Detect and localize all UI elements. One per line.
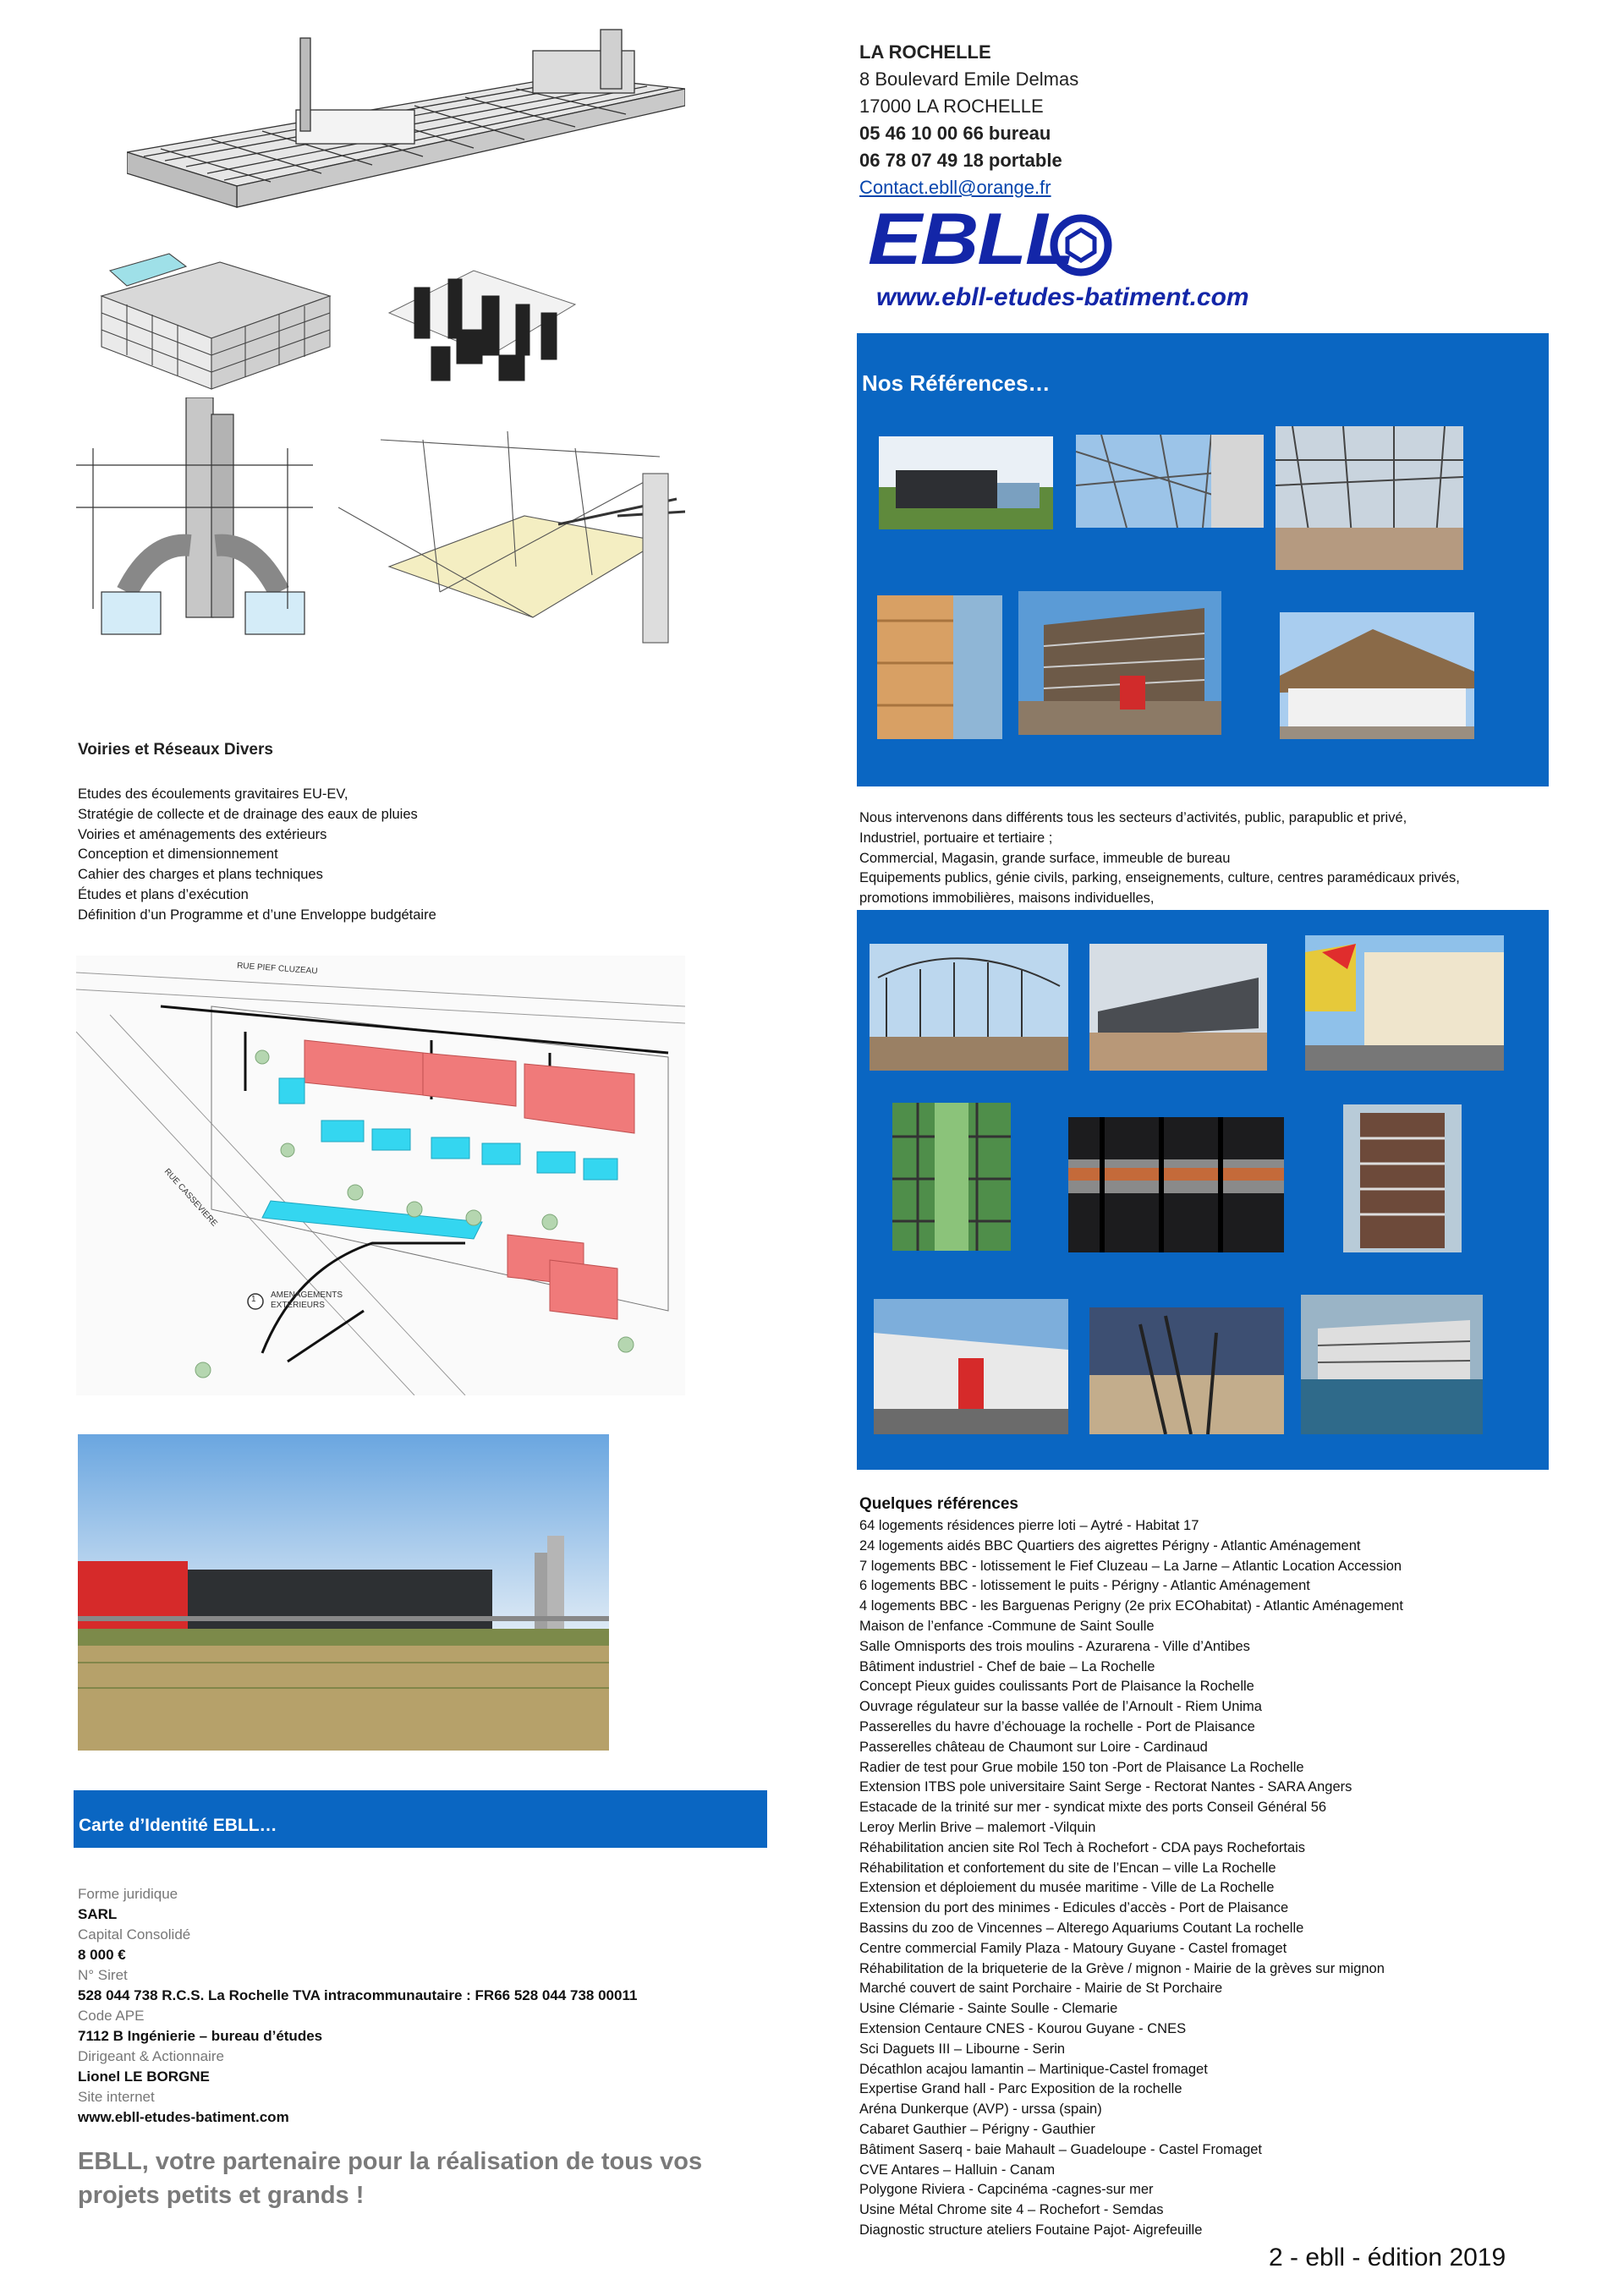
list-item: Définition d’un Programme et d’une Enveloppe budgétaire	[78, 907, 436, 923]
list-item: Décathlon acajou lamantin – Martinique-Castel fromaget	[859, 2061, 1208, 2077]
intro-line: Equipements publics, génie civils, parking, enseignements, culture, centres paramédicaux privés,	[859, 870, 1460, 886]
list-item: Bâtiment Saserq - baie Mahault – Guadeloupe - Castel Fromaget	[859, 2141, 1263, 2157]
identity-tagline: EBLL, votre partenaire pour la réalisation de tous vos projets petits et grands !	[78, 2148, 703, 2209]
reference-photo-6	[1280, 612, 1474, 739]
list-item: Leroy Merlin Brive – malemort -Vilquin	[859, 1819, 1096, 1835]
list-item: Ouvrage régulateur sur la basse vallée de l’Arnoult - Riem Unima	[859, 1699, 1262, 1715]
reference-photo-1	[879, 436, 1053, 529]
intro-line: Industriel, portuaire et tertiaire ;	[859, 830, 1053, 846]
steel-structure-3d-model	[127, 25, 685, 228]
project-photo-8	[1089, 1307, 1284, 1434]
list-item: Bâtiment industriel - Chef de baie – La Rochelle	[859, 1658, 1155, 1674]
quelques-references-list	[859, 1516, 1403, 2241]
identity-value: 8 000 €	[78, 1947, 126, 1963]
contact-phone-office: 05 46 10 00 66 bureau	[859, 123, 1051, 144]
project-photo-2	[1089, 944, 1267, 1071]
identity-value: 7112 B Ingénierie – bureau d’études	[78, 2028, 323, 2044]
list-item: Sci Daguets III – Libourne - Serin	[859, 2041, 1066, 2057]
vrd-list	[78, 785, 436, 926]
contact-city: LA ROCHELLE	[859, 41, 991, 63]
page-footer: 2 - ebll - édition 2019	[1269, 2244, 1506, 2271]
building-photo	[78, 1434, 609, 1751]
list-item: 64 logements résidences pierre loti – Aytré - Habitat 17	[859, 1518, 1199, 1533]
ship-3d-model	[338, 423, 685, 660]
building-3d-model	[93, 245, 338, 397]
reference-photo-2	[1076, 435, 1264, 528]
list-item: Passerelles du havre d’échouage la rochelle - Port de Plaisance	[859, 1718, 1255, 1734]
references-panel	[857, 333, 1549, 786]
references-panel-title: Nos Références…	[862, 370, 1051, 396]
intro-line: Commercial, Magasin, grande surface, immeuble de bureau	[859, 850, 1231, 866]
reference-photo-5	[1018, 591, 1221, 735]
list-item: Marché couvert de saint Porchaire - Mairie de St Porchaire	[859, 1981, 1223, 1997]
project-photo-7	[874, 1299, 1068, 1434]
ebll-logo-text: EBLL	[868, 198, 1073, 280]
list-item: Conception et dimensionnement	[78, 847, 278, 863]
identity-label: Forme juridique	[78, 1886, 178, 1902]
list-item: Passerelles château de Chaumont sur Loire - Cardinaud	[859, 1739, 1208, 1755]
reference-photo-3	[1276, 426, 1463, 570]
project-photo-5	[1068, 1117, 1284, 1252]
quelques-references-title: Quelques références	[859, 1495, 1018, 1513]
list-item: Aréna Dunkerque (AVP) - urssa (spain)	[859, 2101, 1102, 2118]
identity-value: Lionel LE BORGNE	[78, 2069, 210, 2085]
intro-text	[859, 808, 1460, 909]
identity-label: N° Siret	[78, 1967, 128, 1983]
list-item: 24 logements aidés BBC Quartiers des aigrettes Périgny - Atlantic Aménagement	[859, 1537, 1361, 1553]
identity-title: Carte d’Identité EBLL…	[79, 1816, 277, 1835]
list-item: Cabaret Gauthier – Périgny - Gauthier	[859, 2121, 1095, 2137]
list-item: Usine Clémarie - Sainte Soulle - Clemarie	[859, 2001, 1118, 2017]
identity-fields	[78, 1884, 637, 2128]
list-item: CVE Antares – Halluin - Canam	[859, 2162, 1056, 2178]
identity-banner	[74, 1790, 767, 1848]
project-photo-6	[1343, 1104, 1462, 1252]
list-item: 6 logements BBC - lotissement le puits - Périgny - Atlantic Aménagement	[859, 1578, 1310, 1594]
frame-3d-model	[372, 254, 592, 397]
plan-marker: 1	[251, 1295, 256, 1304]
identity-label: Dirigeant & Actionnaire	[78, 2048, 224, 2064]
chimney-3d-model	[76, 397, 313, 660]
plan-label: AMENAGEMENTS EXTERIEURS	[271, 1290, 343, 1310]
list-item: 7 logements BBC - lotissement le Fief Cluzeau – La Jarne – Atlantic Location Accession	[859, 1558, 1402, 1574]
contact-address: 8 Boulevard Emile Delmas	[859, 68, 1079, 90]
list-item: Études et plans d’exécution	[78, 886, 249, 902]
list-item: Usine Métal Chrome site 4 – Rochefort - Semdas	[859, 2202, 1164, 2218]
list-item: Estacade de la trinité sur mer - syndicat mixte des ports Conseil Général 56	[859, 1800, 1327, 1816]
contact-postcode: 17000 LA ROCHELLE	[859, 96, 1044, 117]
list-item: Extension Centaure CNES - Kourou Guyane - CNES	[859, 2020, 1187, 2036]
identity-label: Site internet	[78, 2089, 155, 2105]
list-item: Concept Pieux guides coulissants Port de Plaisance la Rochelle	[859, 1679, 1254, 1695]
list-item: Réhabilitation et confortement du site de l’Encan – ville La Rochelle	[859, 1860, 1276, 1876]
plan-street-side: RUE CASSEVIERE	[162, 1167, 219, 1229]
contact-email-link[interactable]: Contact.ebll@orange.fr	[859, 177, 1051, 198]
plan-street-top: RUE PIEF CLUZEAU	[236, 961, 318, 977]
list-item: Radier de test pour Grue mobile 150 ton -Port de Plaisance La Rochelle	[859, 1759, 1304, 1775]
camera-aperture-icon	[1049, 213, 1113, 277]
list-item: Polygone Riviera - Capcinéma -cagnes-sur mer	[859, 2182, 1154, 2198]
list-item: Extension du port des minimes - Edicules d’accès - Port de Plaisance	[859, 1900, 1289, 1916]
identity-label: Capital Consolidé	[78, 1926, 191, 1943]
list-item: Bassins du zoo de Vincennes – Alterego Aquariums Coutant La rochelle	[859, 1920, 1304, 1936]
list-item: Stratégie de collecte et de drainage des eaux de pluies	[78, 806, 418, 822]
identity-website-link[interactable]: www.ebll-etudes-batiment.com	[78, 2109, 289, 2125]
list-item: Voiries et aménagements des extérieurs	[78, 826, 327, 842]
identity-value: SARL	[78, 1906, 118, 1922]
identity-label: Code APE	[78, 2008, 145, 2024]
list-item: Etudes des écoulements gravitaires EU-EV,	[78, 786, 348, 802]
reference-photo-4	[877, 595, 1002, 739]
list-item: Cahier des charges et plans techniques	[78, 867, 323, 883]
vrd-title: Voiries et Réseaux Divers	[78, 741, 273, 759]
list-item: Expertise Grand hall - Parc Exposition de la rochelle	[859, 2081, 1182, 2097]
list-item: Extension ITBS pole universitaire Saint Serge - Rectorat Nantes - SARA Angers	[859, 1779, 1352, 1795]
list-item: Diagnostic structure ateliers Foutaine Pajot- Aigrefeuille	[859, 2222, 1203, 2238]
contact-block	[859, 39, 1078, 201]
site-plan-drawing	[76, 956, 685, 1395]
list-item: Extension et déploiement du musée maritime - Ville de La Rochelle	[859, 1880, 1275, 1896]
project-photo-1	[870, 944, 1068, 1071]
logo-website: www.ebll-etudes-batiment.com	[876, 283, 1249, 311]
list-item: Maison de l’enfance -Commune de Saint Soulle	[859, 1618, 1155, 1634]
project-photo-9	[1301, 1295, 1483, 1434]
intro-line: promotions immobilières, maisons individuelles,	[859, 890, 1155, 907]
identity-value: 528 044 738 R.C.S. La Rochelle TVA intracommunautaire : FR66 528 044 738 00011	[78, 1987, 638, 2003]
projects-photo-panel	[857, 910, 1549, 1470]
list-item: 4 logements BBC - les Barguenas Perigny (2e prix ECOhabitat) - Atlantic Aménagement	[859, 1598, 1403, 1614]
project-photo-3	[1305, 935, 1504, 1071]
list-item: Réhabilitation ancien site Rol Tech à Rochefort - CDA pays Rochefortais	[859, 1839, 1306, 1855]
list-item: Salle Omnisports des trois moulins - Azurarena - Ville d’Antibes	[859, 1638, 1250, 1654]
intro-line: Nous intervenons dans différents tous les secteurs d’activités, public, parapublic et privé,	[859, 810, 1407, 825]
contact-phone-mobile: 06 78 07 49 18 portable	[859, 150, 1062, 171]
project-photo-4	[892, 1103, 1011, 1251]
list-item: Centre commercial Family Plaza - Matoury Guyane - Castel fromaget	[859, 1940, 1287, 1956]
list-item: Réhabilitation de la briqueterie de la Grève / mignon - Mairie de la grèves sur mignon	[859, 1960, 1385, 1976]
